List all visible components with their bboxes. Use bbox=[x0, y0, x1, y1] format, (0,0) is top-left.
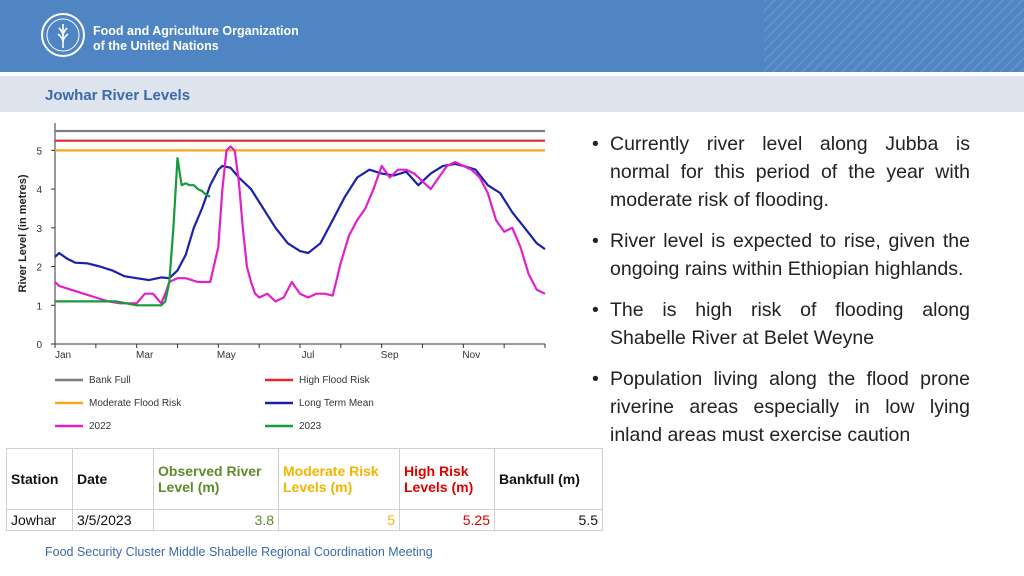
fao-logo-icon bbox=[40, 12, 86, 58]
x-tick-label: Jul bbox=[301, 350, 315, 361]
bullet-list bbox=[590, 130, 970, 462]
x-tick-label: Jan bbox=[54, 350, 72, 361]
x-tick-label: Mar bbox=[136, 350, 154, 361]
table-header-cell: Bankfull (m) bbox=[495, 449, 603, 510]
legend-label: Long Term Mean bbox=[299, 398, 374, 409]
y-tick-label: 5 bbox=[36, 146, 42, 158]
legend-label: Bank Full bbox=[89, 375, 131, 386]
table-body bbox=[7, 510, 603, 531]
table-cell: 3/5/2023 bbox=[73, 510, 154, 531]
y-tick-label: 0 bbox=[36, 340, 42, 351]
y-tick-label: 2 bbox=[36, 262, 42, 274]
table-cell: 5.5 bbox=[495, 510, 603, 531]
y-axis-label: River Level (in metres) bbox=[17, 174, 29, 293]
bullet-dot: • bbox=[592, 368, 599, 390]
banner-pattern bbox=[764, 0, 1024, 72]
bullet-item bbox=[590, 227, 970, 283]
table-header-cell: Observed River Level (m) bbox=[154, 449, 279, 510]
legend-label: 2023 bbox=[299, 421, 322, 432]
bullet-text: River level is expected to rise, given the ongoing rains within Ethiopian highlands. bbox=[610, 230, 970, 280]
table-header-row bbox=[7, 449, 603, 510]
top-banner bbox=[0, 0, 1024, 72]
org-name-line2: of the United Nations bbox=[93, 39, 219, 53]
table-cell: Jowhar bbox=[7, 510, 73, 531]
series-line-2023 bbox=[55, 158, 210, 305]
bullet-text: Currently river level along Jubba is normal for this period of the year with moderate risk of flooding. bbox=[610, 133, 970, 211]
y-tick-label: 4 bbox=[36, 185, 42, 197]
table-row bbox=[7, 510, 603, 531]
table-cell: 3.8 bbox=[154, 510, 279, 531]
table-cell: 5 bbox=[279, 510, 400, 531]
bullet-dot: • bbox=[592, 299, 599, 321]
legend-label: Moderate Flood Risk bbox=[89, 398, 182, 409]
table-header-cell: Moderate Risk Levels (m) bbox=[279, 449, 400, 510]
x-tick-label: May bbox=[216, 350, 236, 361]
organization-name bbox=[93, 24, 299, 54]
x-tick-label: Nov bbox=[462, 350, 481, 361]
table-cell: 5.25 bbox=[400, 510, 495, 531]
bullet-dot: • bbox=[592, 133, 599, 155]
series-line-2022 bbox=[55, 147, 545, 304]
table-header-cell: Station bbox=[7, 449, 73, 510]
river-level-chart bbox=[0, 118, 560, 440]
bullet-text: Population living along the flood prone riverine areas especially in low lying inland areas must exercise caution bbox=[610, 368, 970, 446]
org-name-line1: Food and Agriculture Organization bbox=[93, 24, 299, 38]
y-tick-label: 3 bbox=[36, 223, 42, 235]
bullet-dot: • bbox=[592, 230, 599, 252]
x-tick-label: Sep bbox=[380, 350, 399, 361]
bullet-text: The is high risk of flooding along Shabelle River at Belet Weyne bbox=[610, 299, 970, 349]
legend-label: High Flood Risk bbox=[299, 375, 370, 386]
bullet-item bbox=[590, 296, 970, 352]
bullet-item bbox=[590, 130, 970, 214]
footer-text: Food Security Cluster Middle Shabelle Regional Coordination Meeting bbox=[45, 545, 433, 559]
legend-label: 2022 bbox=[89, 421, 112, 432]
table-header-cell: Date bbox=[73, 449, 154, 510]
series-line-long-term-mean bbox=[55, 164, 545, 280]
bullet-item bbox=[590, 365, 970, 449]
table-header-cell: High Risk Levels (m) bbox=[400, 449, 495, 510]
y-tick-label: 1 bbox=[36, 301, 42, 313]
river-level-table bbox=[6, 448, 603, 531]
slide-title: Jowhar River Levels bbox=[45, 87, 191, 104]
